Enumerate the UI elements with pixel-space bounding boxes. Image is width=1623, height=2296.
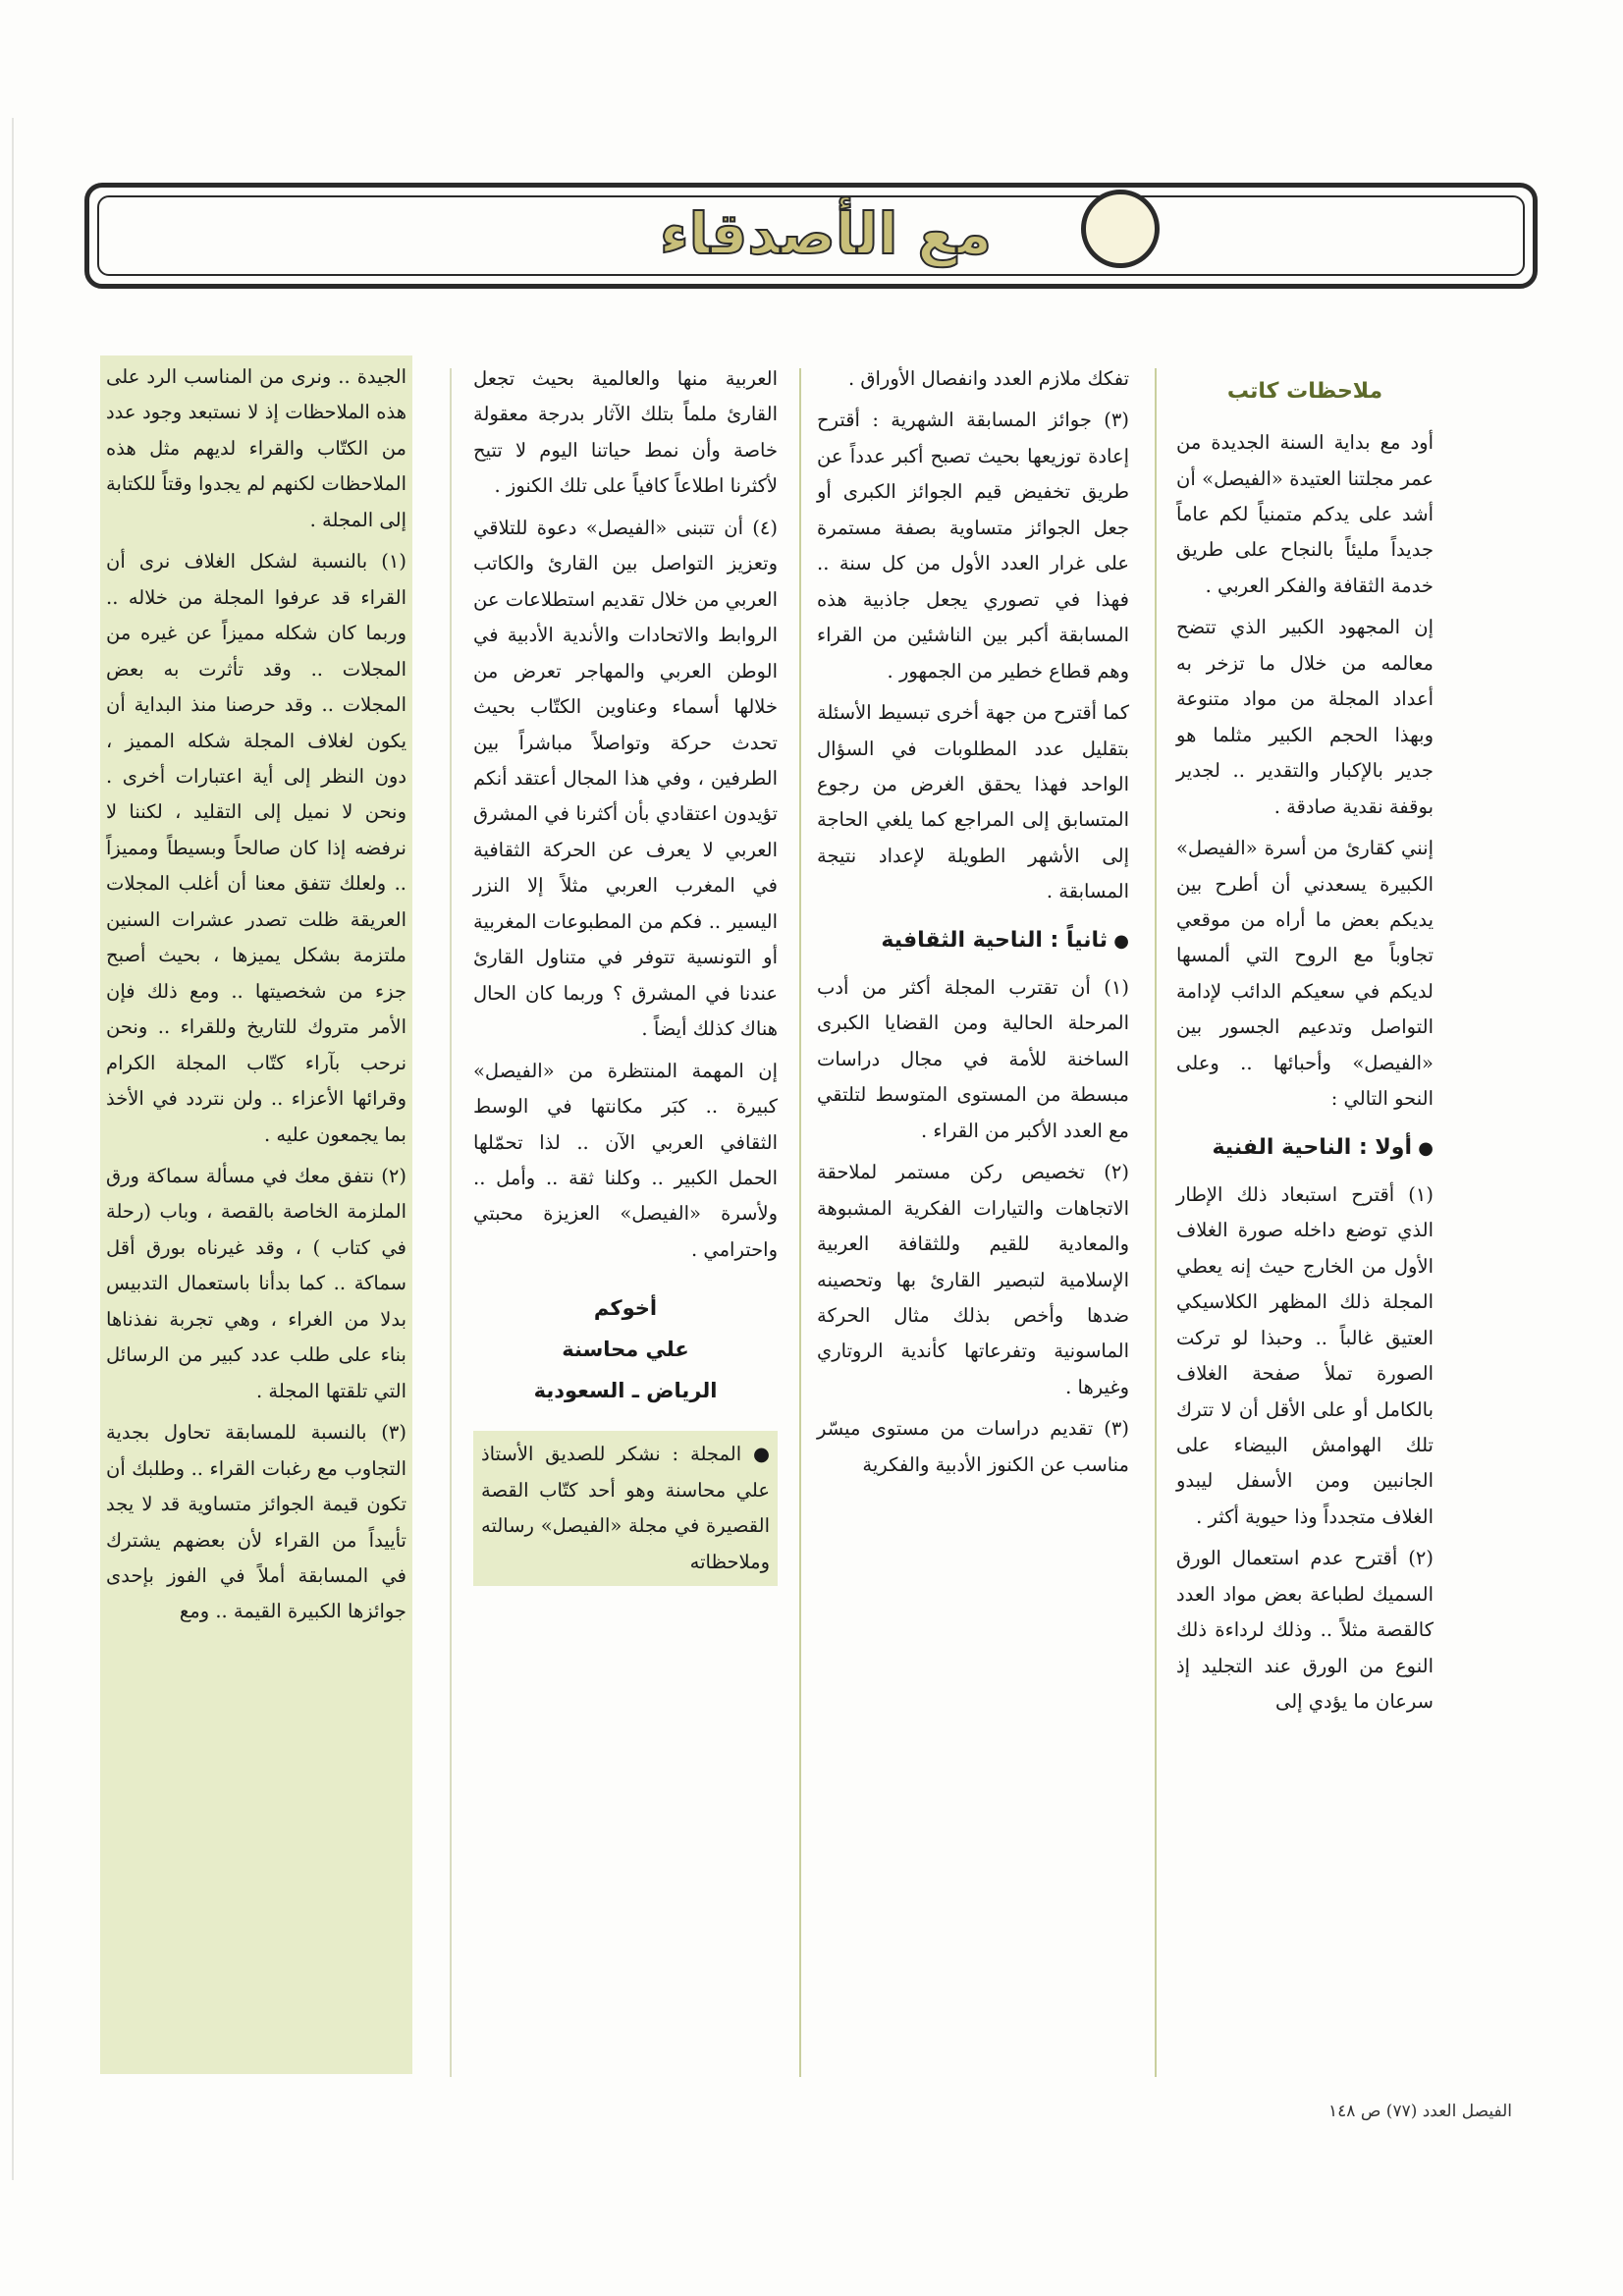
column-divider — [799, 368, 801, 2077]
paragraph: كما أقترح من جهة أخرى تبسيط الأسئلة بتقليل عدد المطلوبات في السؤال الواحد فهذا يحقق الغرض من رجوع المتسابق إلى المراجع كما يلغي الحاجة إلى الأشهر الطويلة لإعداد نتيجة المسابقة . — [817, 701, 1129, 903]
paragraph: (٢) تخصيص ركن مستمر لملاحقة الاتجاهات والتيارات الفكرية المشبوهة والمعادية للقيم وللثقافة العربية الإسلامية لتبصير القارئ بها وتحصينه ضدها وأخص بذلك مثال الحركة الماسونية وتفرعاتها كأندية الروتاري وغيرها . — [817, 1161, 1129, 1398]
column-3 — [473, 361, 778, 1586]
column-1 — [1176, 361, 1434, 1726]
bullet-icon: ● — [1108, 930, 1129, 952]
circle-ornament-icon — [1081, 190, 1160, 268]
paragraph: العربية منها والعالمية بحيث تجعل القارئ ملماً بتلك الآثار بدرجة معقولة خاصة وأن نمط حياتنا اليوم لا تتيح لأكثرنا اطلاعاً كافياً على تلك الكنوز . — [473, 367, 778, 498]
subheading-text: ثانياً : الناحية الثقافية — [881, 927, 1109, 953]
letter-title: ملاحظات كاتب — [1226, 379, 1383, 404]
section-title: مع الأصدقاء — [659, 200, 993, 267]
editor-note: ● المجلة : نشكر للصديق الأستاذ علي محاسنة وهو أحد كتّاب القصة القصيرة في مجلة «الفيصل» رسالته وملاحظاته — [473, 1431, 778, 1586]
signature — [473, 1287, 778, 1411]
paragraph: تفكك ملازم العدد وانفصال الأوراق . — [847, 367, 1129, 390]
paragraph: إن المجهود الكبير الذي تتضح معالمه من خلال ما تزخر به أعداد المجلة من مواد متنوعة وبهذا الحجم الكبير مثلما هو جدير بالإكبار والتقدير .. لجدير بوقفة نقدية صادقة . — [1176, 616, 1434, 818]
section-header — [84, 183, 1538, 289]
paragraph: (٣) بالنسبة للمسابقة تحاول بجدية التجاوب مع رغبات القراء .. وطلبك أن تكون قيمة الجوائز متساوية قد لا يجد تأييداً من القراء لأن بعضهم يشترك في المسابقة أملاً في الفوز بإحدى جوائزها الكبيرة القيمة .. ومع — [106, 1421, 406, 1623]
paragraph: (٣) تقديم دراسات من مستوى ميسّر مناسب عن الكنوز الأدبية والفكرية — [817, 1417, 1129, 1476]
paragraph: الجيدة .. ونرى من المناسب الرد على هذه الملاحظات إذ لا نستبعد وجود عدد من الكتّاب والقراء لديهم مثل هذه الملاحظات لكنهم لم يجدوا وقتاً للكتابة إلى المجلة . — [106, 365, 406, 531]
paragraph: (١) بالنسبة لشكل الغلاف نرى أن القراء قد عرفوا المجلة من خلاله .. وربما كان شكله مميزاً عن غيره من المجلات .. وقد تأثرت به بعض المجلات .. وقد حرصنا منذ البداية أن يكون لغلاف المجلة شكله المميز ، دون النظر إلى أية اعتبارات أخرى . ونحن لا نميل إلى التقليد ، لكننا لا نرفضه إذا كان صالحاً وبسيطاً ومميزاً .. ولعلك تتفق معنا أن أغلب المجلات العريقة ظلت تصدر عشرات السنين ملتزمة بشكل يميزها ، بحيث أصبح جزء من شخصيتها .. ومع ذلك فإن الأمر متروك للتاريخ وللقراء .. ونحن نرحب بآراء كتّاب المجلة الكرام وقرائها الأعزاء .. ولن نتردد في الأخذ بما يجمعون عليه . — [106, 550, 406, 1146]
paragraph: إنني كقارئ من أسرة «الفيصل» الكبيرة يسعدني أن أطرح بين يديكم بعض ما أراه من موقعي تجاوباً مع الروح التي ألمسها لديكم في سعيكم الدائب لإدامة التواصل وتدعيم الجسور بين «الفيصل» وأحبائها .. وعلى النحو التالي : — [1176, 837, 1434, 1111]
column-divider — [450, 368, 452, 2077]
paragraph: إن المهمة المنتظرة من «الفيصل» كبيرة .. كبَر مكانتها في الوسط الثقافي العربي الآن .. لذا تحمّلها الحمل الكبير .. وكلنا ثقة .. وأمل .. ولأسرة «الفيصل» العزيزة محبتي واحترامي . — [473, 1059, 778, 1261]
paragraph: (٢) نتفق معك في مسألة سماكة ورق الملزمة الخاصة بالقصة ، وباب (رحلة في كتاب ) ، وقد غيرناه بورق أقل سماكة .. كما بدأنا باستعمال التدبيس بدلا من الغراء ، وهي تجربة نفذناها بناء على طلب عدد كبير من الرسائل التي تلقتها المجلة . — [106, 1164, 406, 1402]
subheading — [817, 920, 1129, 960]
paragraph: (١) أن تقترب المجلة أكثر من أدب المرحلة الحالية ومن القضايا الكبرى الساخنة للأمة في مجال دراسات مبسطة من المستوى المتوسط لتلتقي مع العدد الأكبر من القراء . — [817, 975, 1129, 1142]
bullet-icon: ● — [1412, 1137, 1434, 1159]
column-2 — [817, 361, 1129, 1489]
column-4-editor-reply — [100, 355, 412, 2074]
paragraph: (٣) جوائز المسابقة الشهرية : أقترح إعادة توزيعها بحيث تصبح أكبر عدداً عن طريق تخفيض قيم الجوائز الكبرى أو جعل الجوائز متساوية بصفة مستمرة على غرار العدد الأول من كل سنة .. فهذا في تصوري يجعل جاذبية هذه المسابقة أكبر بين الناشئين من القراء وهم قطاع خطير من الجمهور . — [817, 409, 1129, 683]
author-name: علي محاسنة — [562, 1338, 689, 1362]
author-location: الرياض ـ السعودية — [533, 1379, 718, 1403]
page-footer: الفيصل العدد (٧٧) ص ١٤٨ — [1328, 2102, 1512, 2121]
paragraph: (٢) أقترح عدم استعمال الورق السميك لطباعة بعض مواد العدد كالقصة مثلاً .. وذلك لرداءة ذلك النوع من الورق عند التجليد إذ سرعان ما يؤدي إلى — [1176, 1547, 1434, 1714]
column-divider — [1155, 368, 1157, 2077]
subheading-text: أولا : الناحية الفنية — [1212, 1134, 1413, 1160]
paragraph: (١) أقترح استبعاد ذلك الإطار الذي توضع داخله صورة الغلاف الأول من الخارج حيث إنه يعطي المجلة ذلك المظهر الكلاسيكي العتيق غالباً .. وحبذا لو تركت الصورة تملأ صفحة الغلاف بالكامل أو على الأقل أن لا تترك تلك الهوامش البيضاء على الجانبين ومن الأسفل ليبدو الغلاف متجدداً وذا حيوية أكثر . — [1176, 1182, 1434, 1528]
paragraph: أود مع بداية السنة الجديدة من عمر مجلتنا العتيدة «الفيصل» أن أشد على يدكم متمنياً لكم عاماً جديداً مليئاً بالنجاح على طريق خدمة الثقافة والفكر العربي . — [1176, 431, 1434, 597]
subheading — [1176, 1127, 1434, 1168]
paragraph: (٤) أن تتبنى «الفيصل» دعوة للتلاقي وتعزيز التواصل بين القارئ والكاتب العربي من خلال تقديم استطلاعات عن الروابط والاتحادات والأندية الأدبية في الوطن العربي والمهاجر تعرض من خلالها أسماء وعناوين الكتّاب بحيث تحدث حركة وتواصلاً مباشراً بين الطرفين ، وفي هذا المجال أعتقد أنكم تؤيدون اعتقادي بأن أكثرنا في المشرق العربي لا يعرف عن الحركة الثقافية في المغرب العربي مثلاً إلا النزر اليسير .. فكم من المطبوعات المغربية أو التونسية تتوفر في متناول القارئ عندنا في المشرق ؟ وربما كان الحال هناك كذلك أيضاً . — [473, 516, 778, 1041]
signature-closing: أخوكم — [593, 1296, 658, 1321]
